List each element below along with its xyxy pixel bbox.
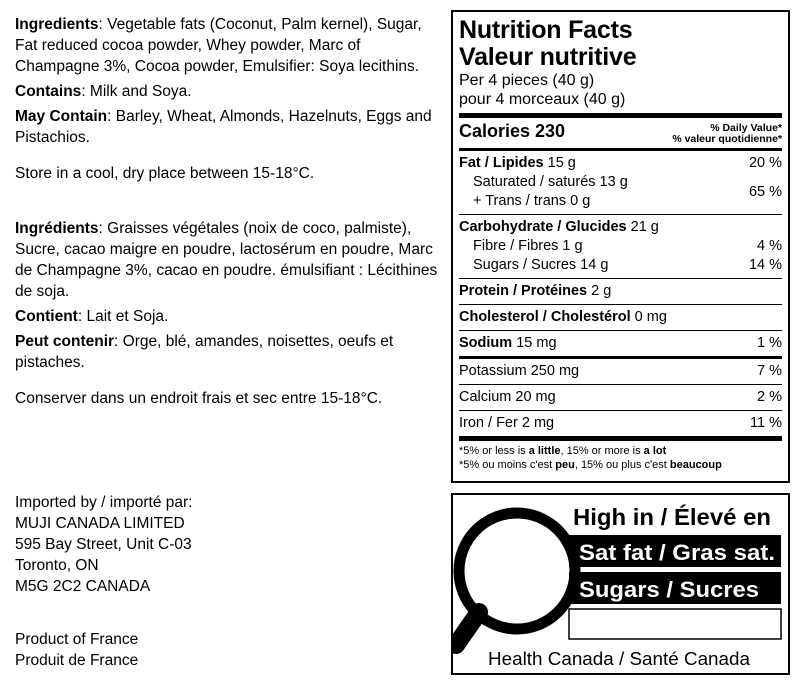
saturated-row: Saturated / saturés 13 g — [473, 174, 628, 190]
serving-size-en: Per 4 pieces (40 g) — [459, 72, 595, 89]
fop-item-sat-fat: Sat fat / Gras sat. — [579, 540, 775, 565]
potassium-dv: 7 % — [757, 363, 782, 379]
iron-row — [459, 414, 782, 433]
dv-header-en: % Daily Value* — [710, 122, 782, 134]
origin-en: Product of France — [15, 631, 139, 648]
carb-label: Carbohydrate / Glucides — [459, 219, 627, 235]
sodium-label: Sodium — [459, 335, 513, 351]
ingredients-en-text: : Vegetable fats (Coconut, Palm kernel), Sugar, Fat reduced cocoa powder, Whey powder, Marc of Champagne 3%, Cocoa powder, Emulsifier: Soya lecithins. — [15, 16, 422, 75]
importer-street: 595 Bay Street, Unit C-03 — [15, 536, 192, 553]
potassium-label: Potassium 250 mg — [459, 363, 580, 379]
sat-trans-dv: 65 % — [748, 184, 782, 200]
importer-block — [15, 492, 192, 597]
fop-empty-row — [569, 609, 781, 639]
calories-label: Calories 230 — [459, 121, 566, 141]
trans-row: + Trans / trans 0 g — [473, 193, 591, 209]
fat-row — [459, 154, 782, 173]
may-contain-fr-text: : Orge, blé, amandes, noisettes, oeufs et pistaches. — [15, 333, 394, 371]
potassium-row — [459, 362, 782, 381]
may-contain-fr — [15, 331, 445, 373]
fat-amount: 15 g — [547, 155, 576, 171]
sodium-dv: 1 % — [757, 335, 782, 351]
importer-heading: Imported by / importé par: — [15, 494, 193, 511]
footnote-en-mid: , 15% or more is — [560, 445, 644, 457]
footnote — [459, 441, 782, 472]
may-contain-en-text: : Barley, Wheat, Almonds, Hazelnuts, Eggs and Pistachios. — [15, 108, 432, 146]
importer-postal: M5G 2C2 CANADA — [15, 578, 151, 595]
fat-label: Fat / Lipides — [459, 155, 544, 171]
may-contain-en-label: May Contain — [15, 108, 108, 125]
dv-header — [672, 120, 782, 145]
ingredients-en — [15, 14, 445, 77]
calcium-label: Calcium 20 mg — [459, 389, 556, 405]
footnote-en-lot: a lot — [643, 445, 667, 457]
iron-dv: 11 % — [750, 415, 782, 431]
sodium-row — [459, 334, 782, 353]
carb-row — [459, 218, 782, 237]
fat-block — [459, 151, 782, 214]
importer-city: Toronto, ON — [15, 557, 99, 574]
nutrition-title-en: Nutrition Facts — [459, 16, 633, 44]
ingredients-fr-label: Ingrédients — [15, 220, 99, 237]
fibre-row — [459, 237, 782, 256]
cholesterol-label: Cholesterol / Cholestérol — [459, 309, 631, 325]
magnifying-glass-icon — [456, 513, 575, 645]
fop-item-sugars: Sugars / Sucres — [579, 577, 759, 602]
sodium-block — [459, 331, 782, 356]
fop-footer: Health Canada / Santé Canada — [488, 649, 752, 669]
may-contain-fr-label: Peut contenir — [15, 333, 115, 350]
ingredients-en-label: Ingredients — [15, 16, 99, 33]
protein-block — [459, 279, 782, 304]
iron-block — [459, 411, 782, 436]
fibre-dv: 4 % — [757, 238, 782, 254]
fop-heading: High in / Élevé en — [573, 504, 764, 530]
ingredients-column — [15, 14, 445, 409]
origin-block — [15, 629, 138, 671]
contains-fr-label: Contient — [15, 308, 78, 325]
front-of-pack-symbol — [451, 493, 790, 675]
sugars-row — [459, 256, 782, 275]
sat-trans-group — [459, 173, 782, 211]
cholesterol-amount: 0 mg — [634, 309, 667, 325]
storage-en: Store in a cool, dry place between 15-18°C. — [15, 165, 315, 182]
footnote-fr — [459, 458, 782, 472]
ingredients-fr-text: : Graisses végétales (noix de coco, palmiste), Sucre, cacao maigre en poudre, lactosérum en poudre, Marc de Champagne 3%, cacao en poudre. émulsifiant : Lécithines de soja. — [15, 220, 438, 300]
storage-fr: Conserver dans un endroit frais et sec entre 15-18°C. — [15, 390, 383, 407]
sodium-amount: 15 mg — [516, 335, 557, 351]
potassium-block — [459, 359, 782, 384]
cholesterol-row — [459, 308, 782, 327]
nutrition-title-fr: Valeur nutritive — [459, 43, 637, 71]
calcium-row — [459, 388, 782, 407]
contains-en-label: Contains — [15, 83, 82, 100]
footnote-fr-beaucoup: beaucoup — [669, 459, 722, 471]
carb-block — [459, 215, 782, 278]
calcium-dv: 2 % — [757, 389, 782, 405]
sugars-label: Sugars / Sucres 14 g — [473, 257, 609, 273]
fibre-label: Fibre / Fibres 1 g — [473, 238, 583, 254]
contains-en-text: : Milk and Soya. — [81, 83, 192, 100]
carb-amount: 21 g — [630, 219, 659, 235]
dv-header-fr: % valeur quotidienne* — [672, 133, 782, 145]
cholesterol-block — [459, 305, 782, 330]
footnote-en-little: a little — [528, 445, 561, 457]
serving-size-fr: pour 4 morceaux (40 g) — [459, 91, 626, 108]
contains-en — [15, 81, 445, 102]
protein-amount: 2 g — [591, 283, 612, 299]
footnote-fr-pre: *5% ou moins c'est — [459, 459, 556, 471]
protein-label: Protein / Protéines — [459, 283, 588, 299]
footnote-fr-mid: , 15% ou plus c'est — [574, 459, 670, 471]
origin-fr: Produit de France — [15, 652, 139, 669]
iron-label: Iron / Fer 2 mg — [459, 415, 555, 431]
sugars-dv: 14 % — [748, 257, 782, 273]
may-contain-en — [15, 106, 445, 148]
contains-fr — [15, 306, 445, 327]
nutrition-facts-table — [451, 10, 790, 483]
protein-row — [459, 282, 782, 301]
footnote-fr-peu: peu — [555, 459, 575, 471]
contains-fr-text: : Lait et Soja. — [77, 308, 169, 325]
importer-name: MUJI CANADA LIMITED — [15, 515, 185, 532]
calcium-block — [459, 385, 782, 410]
front-of-pack-graphic — [453, 495, 788, 673]
ingredients-fr — [15, 218, 445, 302]
footnote-en — [459, 444, 782, 458]
footnote-en-pre: *5% or less is — [459, 445, 529, 457]
fat-dv: 20 % — [748, 155, 782, 171]
calories-row — [459, 118, 782, 145]
